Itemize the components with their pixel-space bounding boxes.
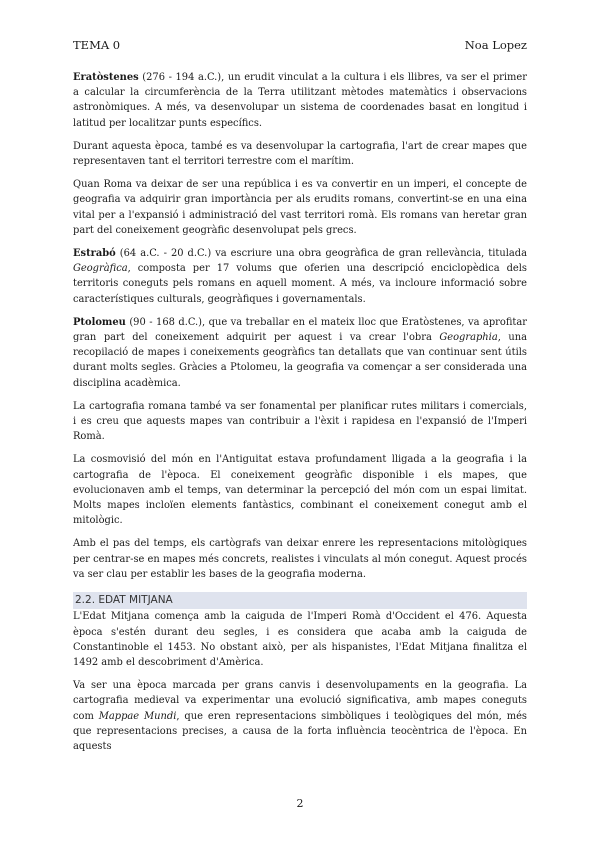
document-body — [73, 70, 527, 762]
name-ptolomeu: Ptolomeu — [73, 316, 126, 328]
paragraph-estrabo: Estrabó (64 a.C. - 20 d.C.) va escriure una obra geogràfica de gran rellevància, titulada Geogràfica, composta per 17 volums que oferien una descripció enciclopèdica dels territoris coneguts pels romans en aquell moment. A més, va incloure informació sobre característiques culturals, geogràfiques i governamentals. — [73, 248, 527, 305]
paragraph-cartografia-romana: La cartografia romana també va ser fonamental per planificar rutes militars i comercials, i es creu que aquests mapes van contribuir a l'èxit i rapidesa en l'expansió de l'Imperi Romà. — [73, 400, 527, 443]
paragraph-edat-mitjana: L'Edat Mitjana comença amb la caiguda de l'Imperi Romà d'Occident el 476. Aquesta època s'estén durant deu segles, i es considera que acaba amb la caiguda de Constantinoble el 1453. No obstant això, per als hispanistes, l'Edat Mitjana finalitza el 1492 amb el descobriment d'Amèrica. — [73, 611, 527, 668]
page-header — [73, 38, 527, 54]
paragraph-eratostenes: Eratòstenes (276 - 194 a.C.), un erudit vinculat a la cultura i els llibres, va ser el primer a calcular la circumferència de la Terra utilitzant mètodes matemàtics i observacions astronòmiques. A més, va desenvolupar un sistema de coordenades basat en longitud i latitud per localitzar punts específics. — [73, 72, 527, 129]
header-author: Noa Lopez — [464, 38, 527, 52]
paragraph-cosmovisio: La cosmovisió del món en l'Antiguitat estava profundament lligada a la geografia i la cartografia de l'època. El coneixement geogràfic disponible i els mapes, que evolucionaven amb el temps, van determinar la percepció del món com un espai limitat. Molts mapes incloïen elements fantàstics, combinant el coneixement conegut amb el mitològic. — [73, 454, 527, 527]
work-title-geografica: Geogràfica — [73, 263, 128, 275]
name-eratostenes: Eratòstenes — [73, 72, 139, 83]
paragraph-cartografs: Amb el pas del temps, els cartògrafs van deixar enrere les representacions mitològiques per centrar-se en mapes més concrets, realistes i vinculats al món conegut. Aquest procés va ser clau per establir les bases de la geografia moderna. — [73, 538, 527, 580]
work-title-geographia: Geographia — [439, 332, 498, 344]
name-estrabo: Estrabó — [73, 248, 116, 260]
paragraph-canvis: Va ser una època marcada per grans canvis i desenvolupaments en la geografia. La cartografia medieval va experimentar una evolució significativa, amb mapes coneguts com Mappae Mundi, que eren representacions simbòliques i teològiques del món, més que representacions precises, a causa de la forta influència teocèntrica de l'època. En aquests — [73, 680, 527, 752]
term-mappae-mundi: Mappae Mundi — [98, 710, 177, 722]
paragraph-roma: Quan Roma va deixar de ser una república i es va convertir en un imperi, el concepte de geografia va adquirir gran importància per als erudits romans, convertint-se en una eina vital per a l'expansió i administració del vast territori romà. Els romans van heretar gran part del coneixement geogràfic desenvolupat pels grecs. — [73, 179, 527, 236]
paragraph-ptolomeu: Ptolomeu (90 - 168 d.C.), que va treballar en el mateix lloc que Eratòstenes, va aprofitar gran part del coneixement adquirit per aquest i va crear l'obra Geographia, una recopilació de mapes i coneixements geogràfics tan detallats que van continuar sent útils durant molts segles. Gràcies a Ptolomeu, la geografia va començar a ser considerada una disciplina acadèmica. — [73, 316, 527, 389]
section-heading-edat-mitjana: 2.2. EDAT MITJANA — [73, 592, 527, 609]
paragraph-cartografia: Durant aquesta època, també es va desenvolupar la cartografia, l'art de crear mapes que representaven tant el territori terrestre com el marítim. — [73, 140, 527, 168]
page-number: 2 — [296, 797, 304, 810]
header-topic: TEMA 0 — [73, 38, 121, 52]
